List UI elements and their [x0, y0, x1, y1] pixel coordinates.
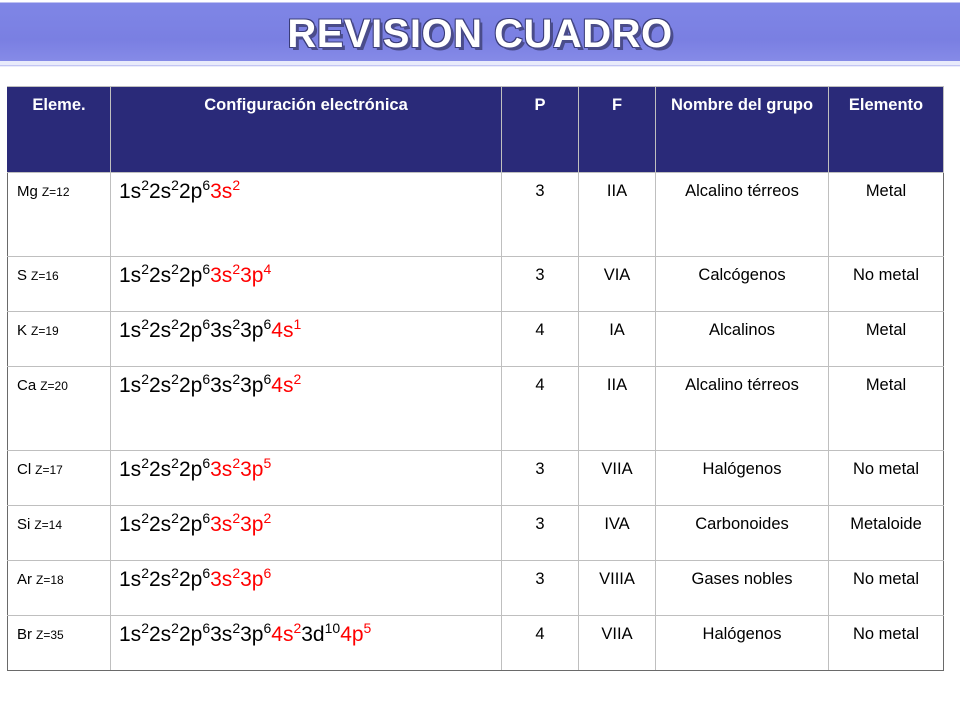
atomic-number: Z=14 — [34, 518, 63, 532]
core-orbital — [178, 316, 211, 342]
core-orbital — [148, 177, 179, 203]
page-title: REVISION CUADRO — [287, 12, 673, 56]
element-cell — [8, 367, 111, 451]
element-cell — [8, 312, 111, 367]
orbital-label: 2p — [178, 623, 203, 646]
group-name-cell: Gases nobles — [656, 561, 829, 616]
orbital-label: 3p — [240, 623, 264, 646]
orbital-label: 3s — [210, 264, 233, 287]
element-symbol: Mg — [17, 183, 38, 200]
orbital-label: 2p — [178, 264, 203, 287]
electron-count: 6 — [202, 455, 211, 471]
orbital-label: 3p — [240, 513, 264, 536]
electron-count: 2 — [141, 371, 149, 387]
electron-count: 2 — [232, 316, 241, 332]
orbital-label: 3s — [210, 180, 233, 203]
valence-orbital — [210, 510, 241, 536]
table-row — [8, 367, 944, 451]
electron-count: 2 — [141, 565, 149, 581]
core-orbital — [148, 261, 179, 287]
group-name-cell: Halógenos — [656, 451, 829, 506]
core-orbital — [178, 565, 211, 591]
electron-count: 6 — [202, 261, 211, 277]
electron-count: 2 — [171, 261, 179, 277]
header-family: F — [579, 87, 656, 173]
core-orbital — [210, 620, 241, 646]
core-orbital — [178, 371, 211, 397]
core-orbital — [148, 620, 179, 646]
electron-count: 2 — [263, 510, 272, 526]
atomic-number: Z=18 — [36, 573, 64, 587]
element-type-cell: No metal — [829, 451, 944, 506]
valence-orbital — [210, 565, 241, 591]
family-cell: VIIIA — [579, 561, 656, 616]
orbital-label: 2p — [178, 180, 203, 203]
core-orbital — [178, 177, 211, 203]
orbital-label: 3p — [240, 264, 264, 287]
core-orbital — [119, 565, 149, 591]
orbital-label: 2s — [148, 513, 172, 536]
orbital-label: 3p — [240, 568, 264, 591]
period-cell: 3 — [502, 451, 579, 506]
electron-count: 2 — [293, 371, 302, 387]
atomic-number: Z=20 — [40, 379, 68, 393]
electron-count: 4 — [263, 261, 272, 277]
element-type-cell: Metaloide — [829, 506, 944, 561]
config-cell — [111, 451, 502, 506]
core-orbital — [119, 620, 149, 646]
core-orbital — [119, 261, 149, 287]
core-orbital — [178, 261, 211, 287]
group-name-cell: Halógenos — [656, 616, 829, 671]
core-orbital — [148, 565, 179, 591]
period-cell: 4 — [502, 367, 579, 451]
electron-count: 2 — [232, 371, 241, 387]
period-cell: 4 — [502, 616, 579, 671]
family-cell: VIIA — [579, 451, 656, 506]
period-cell: 4 — [502, 312, 579, 367]
element-cell — [8, 506, 111, 561]
table-row — [8, 451, 944, 506]
orbital-label: 1s — [119, 568, 142, 591]
atomic-number: Z=35 — [36, 628, 64, 642]
element-type-cell: Metal — [829, 312, 944, 367]
orbital-label: 2s — [148, 374, 172, 397]
orbital-label: 3s — [210, 623, 233, 646]
group-name-cell: Calcógenos — [656, 257, 829, 312]
electron-count: 2 — [232, 261, 241, 277]
orbital-label: 2p — [178, 319, 203, 342]
electron-count: 10 — [324, 620, 341, 636]
electron-count: 2 — [171, 177, 179, 193]
core-orbital — [240, 371, 272, 397]
orbital-label: 2s — [148, 568, 172, 591]
electron-count: 2 — [293, 620, 302, 636]
core-orbital — [148, 371, 179, 397]
config-cell — [111, 367, 502, 451]
orbital-label: 4s — [271, 374, 294, 397]
orbital-label: 2p — [178, 458, 203, 481]
family-cell: IA — [579, 312, 656, 367]
electron-count: 2 — [171, 316, 179, 332]
valence-orbital — [240, 261, 272, 287]
core-orbital — [301, 620, 341, 646]
electron-count: 2 — [141, 261, 149, 277]
orbital-label: 4s — [271, 319, 294, 342]
orbital-label: 2p — [178, 513, 203, 536]
electron-count: 6 — [202, 316, 211, 332]
electron-count: 2 — [232, 620, 241, 636]
orbital-label: 3s — [210, 513, 233, 536]
electron-count: 2 — [232, 510, 241, 526]
orbital-label: 3d — [301, 623, 325, 646]
group-name-cell: Carbonoides — [656, 506, 829, 561]
electron-count: 2 — [232, 455, 241, 471]
element-symbol: S — [17, 267, 28, 284]
family-cell: IIA — [579, 173, 656, 257]
element-type-cell: Metal — [829, 367, 944, 451]
family-cell: VIA — [579, 257, 656, 312]
element-symbol: Cl — [17, 461, 32, 478]
orbital-label: 2s — [148, 319, 172, 342]
table-row — [8, 616, 944, 671]
core-orbital — [148, 455, 179, 481]
atomic-number: Z=12 — [41, 185, 70, 199]
group-name-cell: Alcalino térreos — [656, 173, 829, 257]
orbital-label: 2s — [148, 180, 172, 203]
element-cell — [8, 451, 111, 506]
config-cell — [111, 616, 502, 671]
electron-count: 2 — [141, 510, 149, 526]
electron-count: 6 — [263, 565, 272, 581]
table-body — [8, 173, 944, 671]
element-symbol: Ar — [17, 571, 32, 588]
table-row — [8, 257, 944, 312]
atomic-number: Z=16 — [31, 269, 59, 283]
element-type-cell: No metal — [829, 561, 944, 616]
element-type-cell: Metal — [829, 173, 944, 257]
group-name-cell: Alcalinos — [656, 312, 829, 367]
period-cell: 3 — [502, 173, 579, 257]
element-cell — [8, 616, 111, 671]
orbital-label: 2s — [148, 623, 172, 646]
table-row — [8, 506, 944, 561]
core-orbital — [178, 620, 211, 646]
orbital-label: 3p — [240, 458, 264, 481]
table-row — [8, 312, 944, 367]
electron-count: 2 — [141, 620, 149, 636]
valence-orbital — [240, 565, 272, 591]
valence-orbital — [271, 316, 302, 342]
electron-count: 6 — [202, 510, 211, 526]
element-symbol: Br — [17, 626, 32, 643]
electron-count: 6 — [263, 371, 272, 387]
table-row — [8, 561, 944, 616]
config-cell — [111, 257, 502, 312]
valence-orbital — [210, 177, 241, 203]
group-name-cell: Alcalino térreos — [656, 367, 829, 451]
element-symbol: K — [17, 322, 28, 339]
table-row — [8, 173, 944, 257]
family-cell: VIIA — [579, 616, 656, 671]
valence-orbital — [240, 510, 272, 536]
electron-count: 6 — [202, 565, 211, 581]
orbital-label: 1s — [119, 458, 142, 481]
orbital-label: 3s — [210, 374, 233, 397]
electron-count: 2 — [232, 177, 241, 193]
electron-count: 2 — [171, 620, 179, 636]
config-cell — [111, 173, 502, 257]
valence-orbital — [210, 261, 241, 287]
core-orbital — [119, 510, 149, 536]
electron-config-table — [7, 86, 944, 671]
valence-orbital — [210, 455, 241, 481]
period-cell: 3 — [502, 257, 579, 312]
orbital-label: 4p — [340, 623, 364, 646]
element-type-cell: No metal — [829, 616, 944, 671]
element-cell — [8, 257, 111, 312]
core-orbital — [148, 316, 179, 342]
core-orbital — [119, 455, 149, 481]
orbital-label: 2s — [148, 264, 172, 287]
electron-count: 2 — [141, 455, 149, 471]
orbital-label: 3p — [240, 319, 264, 342]
electron-count: 2 — [171, 371, 179, 387]
valence-orbital — [271, 371, 302, 397]
electron-count: 1 — [293, 316, 302, 332]
orbital-label: 3s — [210, 568, 233, 591]
family-cell: IVA — [579, 506, 656, 561]
core-orbital — [178, 455, 211, 481]
core-orbital — [119, 177, 149, 203]
electron-count: 2 — [171, 455, 179, 471]
orbital-label: 1s — [119, 180, 142, 203]
valence-orbital — [271, 620, 302, 646]
core-orbital — [210, 316, 241, 342]
element-type-cell: No metal — [829, 257, 944, 312]
electron-count: 2 — [232, 565, 241, 581]
atomic-number: Z=17 — [35, 463, 63, 477]
electron-count: 6 — [202, 371, 211, 387]
family-cell: IIA — [579, 367, 656, 451]
core-orbital — [240, 620, 272, 646]
element-symbol: Ca — [17, 377, 37, 394]
electron-count: 6 — [263, 620, 272, 636]
electron-count: 2 — [171, 565, 179, 581]
orbital-label: 2p — [178, 568, 203, 591]
orbital-label: 4s — [271, 623, 294, 646]
valence-orbital — [240, 455, 272, 481]
core-orbital — [119, 371, 149, 397]
core-orbital — [148, 510, 179, 536]
config-cell — [111, 506, 502, 561]
header-type: Elemento — [829, 87, 944, 173]
table-header-row — [8, 87, 944, 173]
core-orbital — [240, 316, 272, 342]
orbital-label: 1s — [119, 264, 142, 287]
orbital-label: 1s — [119, 374, 142, 397]
electron-count: 5 — [263, 455, 272, 471]
core-orbital — [210, 371, 241, 397]
core-orbital — [178, 510, 211, 536]
config-cell — [111, 312, 502, 367]
header-group-name: Nombre del grupo — [656, 87, 829, 173]
electron-count: 2 — [171, 510, 179, 526]
orbital-label: 1s — [119, 513, 142, 536]
period-cell: 3 — [502, 561, 579, 616]
electron-count: 6 — [202, 177, 211, 193]
orbital-label: 3s — [210, 319, 233, 342]
electron-count: 2 — [141, 177, 149, 193]
header-period: P — [502, 87, 579, 173]
header-config: Configuración electrónica — [111, 87, 502, 173]
electron-count: 5 — [363, 620, 372, 636]
electron-count: 6 — [202, 620, 211, 636]
core-orbital — [119, 316, 149, 342]
orbital-label: 2s — [148, 458, 172, 481]
period-cell: 3 — [502, 506, 579, 561]
config-cell — [111, 561, 502, 616]
electron-count: 6 — [263, 316, 272, 332]
valence-orbital — [340, 620, 372, 646]
element-symbol: Si — [17, 516, 31, 533]
header-element: Eleme. — [8, 87, 111, 173]
orbital-label: 2p — [178, 374, 203, 397]
element-cell — [8, 173, 111, 257]
element-cell — [8, 561, 111, 616]
electron-count: 2 — [141, 316, 149, 332]
orbital-label: 1s — [119, 623, 142, 646]
orbital-label: 1s — [119, 319, 142, 342]
orbital-label: 3s — [210, 458, 233, 481]
orbital-label: 3p — [240, 374, 264, 397]
atomic-number: Z=19 — [31, 324, 59, 338]
